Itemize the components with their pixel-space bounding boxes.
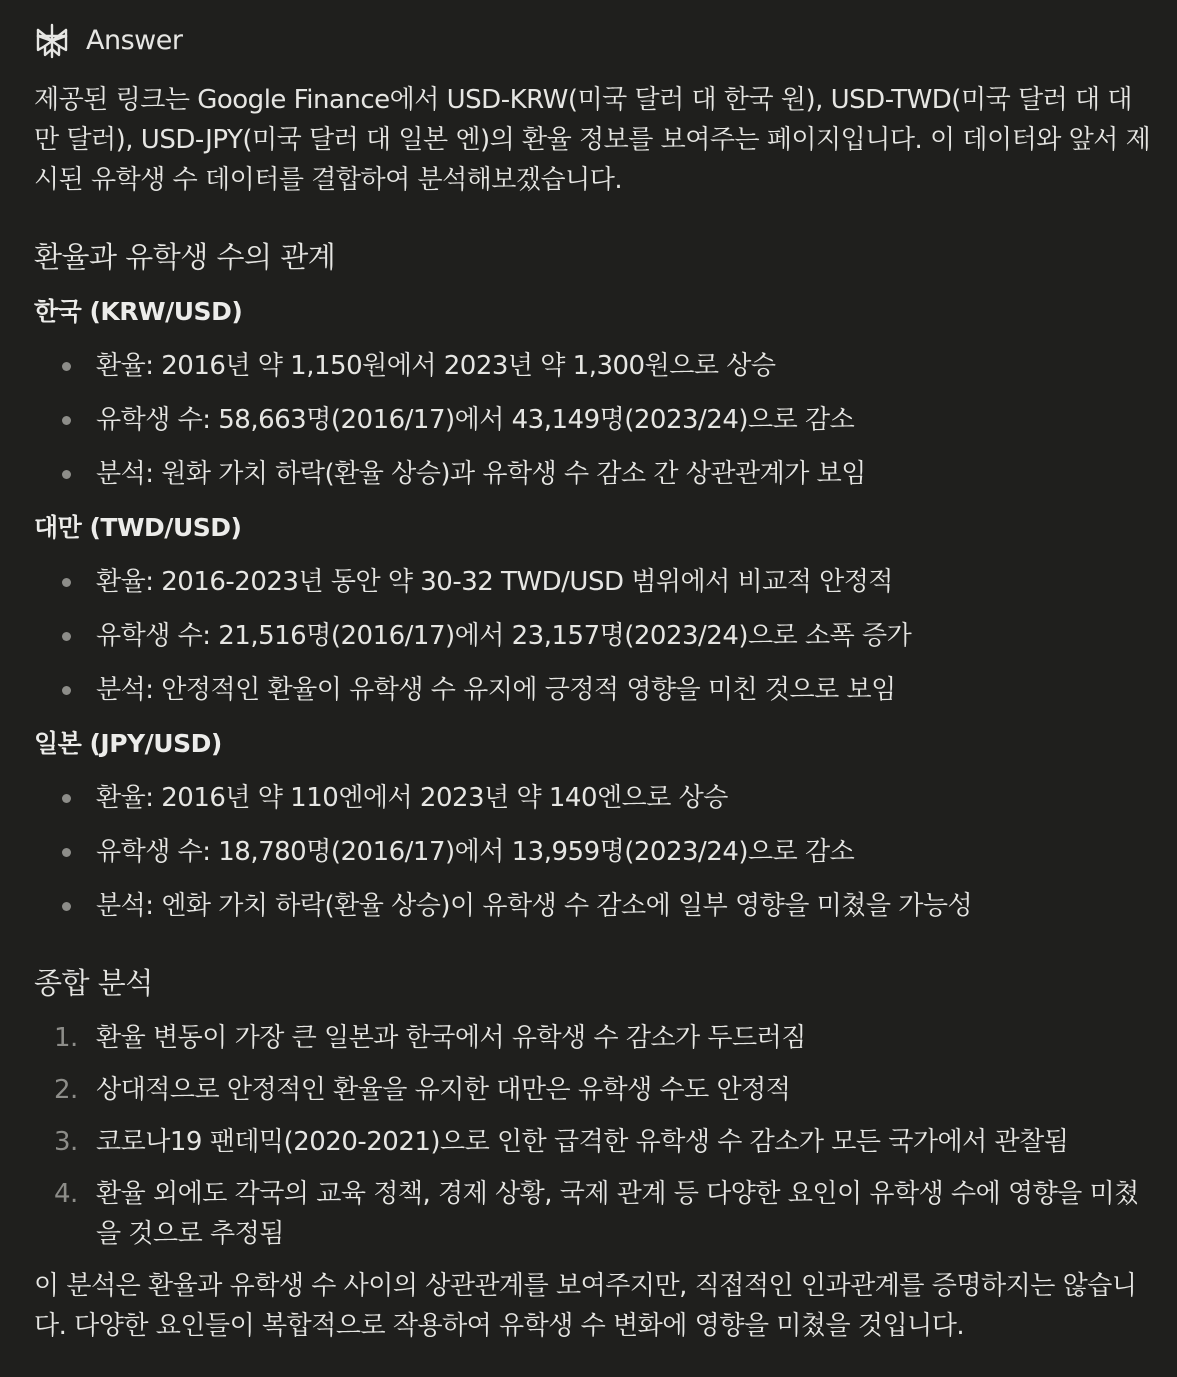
intro-paragraph: 제공된 링크는 Google Finance에서 USD-KRW(미국 달러 대 한국 원), USD-TWD(미국 달러 대 대만 달러), USD-JPY(미국 달러 대 일본 엔)의 환율 정보를 보여주는 페이지입니다. 이 데이터와 앞서 제시된 유학생 수 데이터를 결합하여 분석해보겠습니다. (34, 85, 1151, 195)
country-block-korea (34, 292, 1155, 494)
country-block-taiwan (34, 508, 1155, 710)
list-number: 1. (54, 1023, 78, 1053)
country-heading: 대만 (TWD/USD) (34, 513, 242, 542)
section-title-summary: 종합 분석 (34, 966, 153, 1000)
country-heading: 한국 (KRW/USD) (34, 297, 243, 326)
bullet-list (34, 562, 1155, 710)
bullet-icon (62, 794, 71, 803)
list-item-text: 분석: 엔화 가치 하락(환율 상승)이 유학생 수 감소에 일부 영향을 미쳤을 가능성 (96, 891, 973, 921)
list-item (34, 832, 1155, 872)
list-item (34, 616, 1155, 656)
bullet-icon (62, 470, 71, 479)
list-item-text: 환율 변동이 가장 큰 일본과 한국에서 유학생 수 감소가 두드러짐 (96, 1023, 806, 1053)
list-item-text: 분석: 안정적인 환율이 유학생 수 유지에 긍정적 영향을 미친 것으로 보임 (96, 675, 896, 705)
list-item (34, 454, 1155, 494)
list-item (34, 1018, 1155, 1058)
bullet-icon (62, 902, 71, 911)
list-item (34, 886, 1155, 926)
list-item-text: 코로나19 팬데믹(2020-2021)으로 인한 급격한 유학생 수 감소가 모든 국가에서 관찰됨 (96, 1127, 1069, 1157)
list-item-text: 유학생 수: 58,663명(2016/17)에서 43,149명(2023/24)으로 감소 (96, 405, 855, 435)
bullet-icon (62, 848, 71, 857)
list-item (34, 778, 1155, 818)
bullet-icon (62, 686, 71, 695)
answer-label: Answer (86, 25, 183, 56)
list-item (34, 346, 1155, 386)
section-title-relationship: 환율과 유학생 수의 관계 (34, 240, 336, 274)
list-item-text: 유학생 수: 21,516명(2016/17)에서 23,157명(2023/24)으로 소폭 증가 (96, 621, 912, 651)
perplexity-logo-icon (34, 23, 70, 59)
list-item (34, 1070, 1155, 1110)
list-item (34, 1174, 1155, 1254)
list-item (34, 670, 1155, 710)
list-item-text: 환율: 2016-2023년 동안 약 30-32 TWD/USD 범위에서 비교적 안정적 (96, 567, 893, 597)
closing-paragraph: 이 분석은 환율과 유학생 수 사이의 상관관계를 보여주지만, 직접적인 인과관계를 증명하지는 않습니다. 다양한 요인들이 복합적으로 작용하여 유학생 수 변화에 영향을 미쳤을 것입니다. (34, 1271, 1137, 1341)
list-item-text: 환율 외에도 각국의 교육 정책, 경제 상황, 국제 관계 등 다양한 요인이 유학생 수에 영향을 미쳤을 것으로 추정됨 (96, 1179, 1139, 1249)
bullet-list (34, 778, 1155, 926)
list-number: 2. (54, 1075, 78, 1105)
list-item-text: 유학생 수: 18,780명(2016/17)에서 13,959명(2023/24)으로 감소 (96, 837, 855, 867)
list-item-text: 환율: 2016년 약 110엔에서 2023년 약 140엔으로 상승 (96, 783, 728, 813)
answer-header (34, 16, 1155, 66)
list-item-text: 환율: 2016년 약 1,150원에서 2023년 약 1,300원으로 상승 (96, 351, 776, 381)
country-heading: 일본 (JPY/USD) (34, 729, 222, 758)
bullet-list (34, 346, 1155, 494)
list-item-text: 상대적으로 안정적인 환율을 유지한 대만은 유학생 수도 안정적 (96, 1075, 791, 1105)
list-item (34, 562, 1155, 602)
country-block-japan (34, 724, 1155, 926)
list-number: 3. (54, 1127, 78, 1157)
list-item (34, 1122, 1155, 1162)
bullet-icon (62, 578, 71, 587)
list-item (34, 400, 1155, 440)
list-number: 4. (54, 1179, 78, 1209)
bullet-icon (62, 362, 71, 371)
numbered-list (34, 1018, 1155, 1254)
bullet-icon (62, 416, 71, 425)
list-item-text: 분석: 원화 가치 하락(환율 상승)과 유학생 수 감소 간 상관관계가 보임 (96, 459, 866, 489)
bullet-icon (62, 632, 71, 641)
